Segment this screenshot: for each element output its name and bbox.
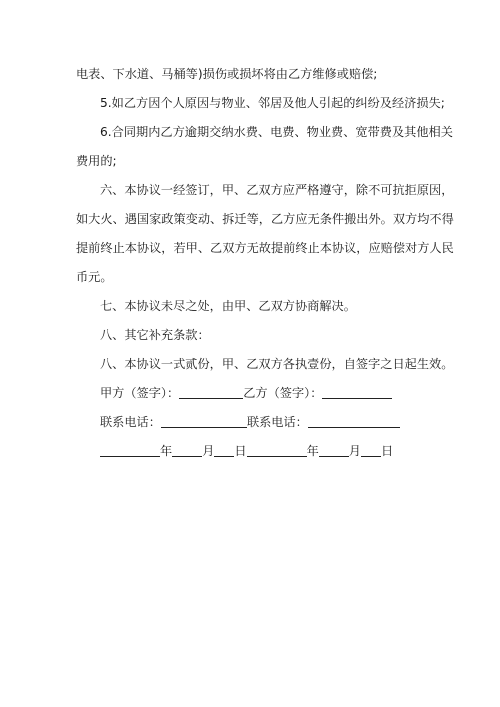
year-b-label: 年 [306,444,319,458]
date-line [76,437,426,466]
month-a-blank [172,455,202,457]
phone-line [76,408,426,437]
party-b-label: 乙方（签字）： [243,386,323,400]
article-6-line3: 提前终止本协议，若甲、乙双方无故提前终止本协议，应赔偿对方人民 [76,241,454,255]
day-a-blank [214,455,234,457]
clause-6-line2: 费用的; [76,154,117,168]
signature-line [76,379,426,408]
day-a-label: 日 [234,444,247,458]
article-6-line2: 如大火、遇国家政策变动、拆迁等，乙方应无条件搬出外。双方均不得 [76,212,454,226]
party-a-label: 甲方（签字）： [100,386,180,400]
contract-body [76,60,454,466]
phone-a-blank [161,426,247,428]
year-b-blank [247,455,307,457]
clause-6-line1: 6.合同期内乙方逾期交纳水费、电费、物业费、宽带费及其他相关 [100,125,453,139]
month-a-label: 月 [202,444,215,458]
phone-b-label: 联系电话： [246,415,308,429]
article-8-copies: 八、本协议一式贰份，甲、乙双方各执壹份，自签字之日起生效。 [100,357,454,371]
article-8-supplement: 八、其它补充条款： [100,328,210,342]
year-a-label: 年 [160,444,173,458]
day-b-label: 日 [380,444,394,458]
clause-5: 5.如乙方因个人原因与物业、邻居及他人引起的纠纷及经济损失; [100,96,445,110]
paragraph-damage-repair: 电表、下水道、马桶等)损伤或损坏将由乙方维修或赔偿; [76,67,378,81]
article-6-line1: 六、本协议一经签订，甲、乙双方应严格遵守，除不可抗拒原因， [100,183,454,197]
day-b-blank [361,455,381,457]
party-a-signature-blank [179,397,243,399]
month-b-label: 月 [348,444,361,458]
article-7: 七、本协议未尽之处，由甲、乙双方协商解决。 [100,299,356,313]
phone-a-label: 联系电话： [100,415,161,429]
phone-b-blank [308,426,400,428]
party-b-signature-blank [322,397,392,399]
month-b-blank [319,455,349,457]
article-6-line4: 币元。 [76,270,113,284]
year-a-blank [100,455,160,457]
